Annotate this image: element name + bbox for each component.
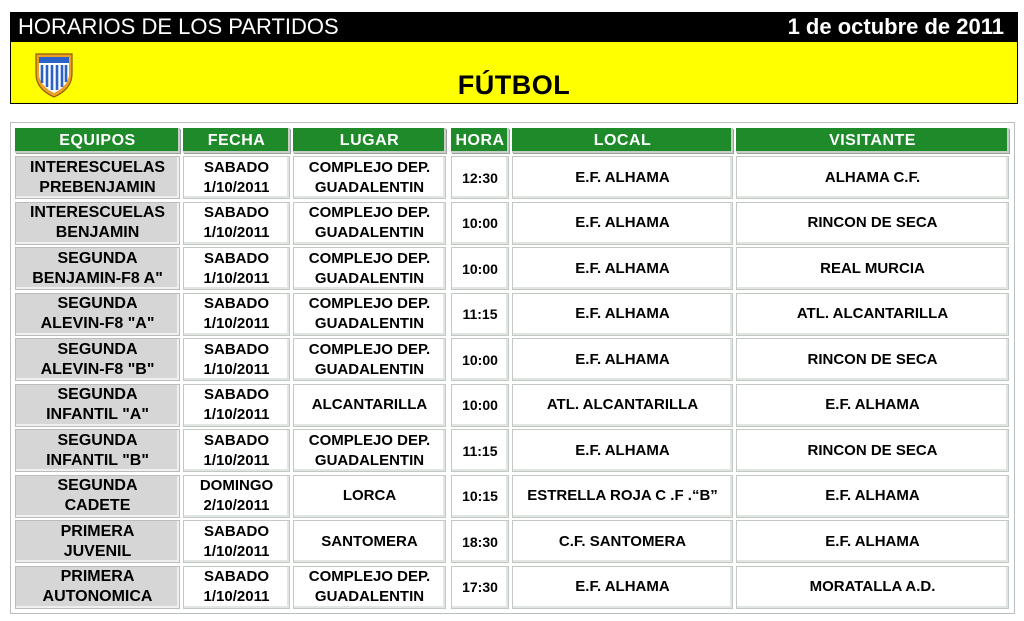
cell-time: 11:15: [451, 293, 509, 336]
cell-venue: [293, 293, 446, 336]
cell-team: [15, 247, 180, 290]
cell-line: GUADALENTIN: [314, 315, 425, 332]
cell-line: COMPLEJO DEP.: [308, 431, 431, 449]
cell-away-team: ATL. ALCANTARILLA: [736, 293, 1009, 336]
cell-line: 1/10/2011: [203, 224, 270, 241]
cell-line: COMPLEJO DEP.: [308, 249, 431, 267]
cell-line: SABADO: [203, 158, 269, 176]
cell-date: [183, 429, 290, 472]
cell-time: 12:30: [451, 156, 509, 199]
cell-line: SEGUNDA: [57, 249, 138, 267]
cell-line: BENJAMIN-F8 A": [32, 269, 163, 287]
cell-line: 1/10/2011: [203, 360, 270, 378]
cell-line: SABADO: [203, 295, 269, 312]
cell-home-team: E.F. ALHAMA: [512, 247, 733, 290]
cell-time: 17:30: [451, 566, 509, 609]
cell-line: COMPLEJO DEP.: [308, 204, 431, 221]
cell-date: [183, 338, 290, 381]
cell-line: BENJAMIN: [55, 224, 140, 241]
cell-line: 1/10/2011: [203, 178, 270, 196]
cell-date: [183, 247, 290, 290]
cell-line: 1/10/2011: [203, 406, 270, 423]
cell-date: [183, 156, 290, 199]
cell-venue: [293, 247, 446, 290]
cell-date: [183, 202, 290, 245]
cell-venue: [293, 566, 446, 609]
cell-line: 1/10/2011: [203, 269, 270, 287]
cell-venue: [293, 475, 446, 518]
cell-home-team: ATL. ALCANTARILLA: [512, 384, 733, 427]
cell-line: ALEVIN-F8 "B": [40, 360, 155, 378]
cell-away-team: MORATALLA A.D.: [736, 566, 1009, 609]
cell-line: GUADALENTIN: [314, 224, 425, 241]
page-title: HORARIOS DE LOS PARTIDOS: [18, 14, 339, 39]
cell-line: SEGUNDA: [57, 431, 138, 449]
cell-away-team: E.F. ALHAMA: [736, 475, 1009, 518]
cell-team: [15, 293, 180, 336]
page-date: 1 de octubre de 2011: [787, 14, 1004, 39]
cell-line: PRIMERA: [60, 568, 135, 585]
cell-time: 10:00: [451, 384, 509, 427]
cell-line: GUADALENTIN: [314, 451, 425, 469]
column-header-home-team: LOCAL: [512, 128, 733, 153]
cell-line: GUADALENTIN: [314, 588, 425, 605]
cell-line: SABADO: [203, 340, 269, 358]
cell-team: [15, 475, 180, 518]
cell-line: INTERESCUELAS: [29, 204, 166, 221]
column-header-venue: LUGAR: [293, 128, 446, 153]
cell-away-team: ALHAMA C.F.: [736, 156, 1009, 199]
cell-line: JUVENIL: [63, 542, 132, 560]
column-header-date: FECHA: [183, 128, 290, 153]
cell-date: [183, 293, 290, 336]
cell-home-team: E.F. ALHAMA: [512, 429, 733, 472]
cell-line: GUADALENTIN: [314, 178, 425, 196]
cell-time: 11:15: [451, 429, 509, 472]
cell-line: 1/10/2011: [203, 588, 270, 605]
cell-time: 18:30: [451, 520, 509, 563]
cell-team: [15, 520, 180, 563]
cell-line: 1/10/2011: [203, 315, 270, 332]
cell-home-team: C.F. SANTOMERA: [512, 520, 733, 563]
cell-home-team: E.F. ALHAMA: [512, 156, 733, 199]
cell-line: 2/10/2011: [203, 497, 270, 514]
title-bar: [10, 12, 1018, 42]
cell-away-team: RINCON DE SECA: [736, 202, 1009, 245]
cell-line: COMPLEJO DEP.: [308, 340, 431, 358]
cell-away-team: REAL MURCIA: [736, 247, 1009, 290]
cell-line: SABADO: [203, 431, 269, 449]
cell-line: SABADO: [203, 522, 269, 540]
cell-team: [15, 202, 180, 245]
cell-home-team: E.F. ALHAMA: [512, 566, 733, 609]
cell-line: SABADO: [203, 386, 269, 403]
cell-venue: [293, 384, 446, 427]
cell-time: 10:15: [451, 475, 509, 518]
cell-venue: [293, 156, 446, 199]
cell-line: SABADO: [203, 249, 269, 267]
cell-venue: [293, 429, 446, 472]
cell-date: [183, 475, 290, 518]
cell-line: SEGUNDA: [57, 340, 138, 358]
cell-team: [15, 566, 180, 609]
cell-away-team: E.F. ALHAMA: [736, 520, 1009, 563]
cell-line: ALCANTARILLA: [311, 396, 428, 413]
sport-title: FÚTBOL: [457, 70, 571, 100]
cell-venue: [293, 520, 446, 563]
cell-away-team: RINCON DE SECA: [736, 429, 1009, 472]
column-header-away-team: VISITANTE: [736, 128, 1009, 153]
cell-line: INTERESCUELAS: [29, 158, 166, 176]
cell-date: [183, 566, 290, 609]
cell-line: 1/10/2011: [203, 451, 270, 469]
cell-line: 1/10/2011: [203, 542, 270, 560]
cell-line: SABADO: [203, 568, 269, 585]
cell-line: CADETE: [64, 497, 131, 514]
cell-line: SABADO: [203, 204, 269, 221]
cell-time: 10:00: [451, 247, 509, 290]
cell-line: GUADALENTIN: [314, 269, 425, 287]
cell-line: SEGUNDA: [57, 295, 138, 312]
cell-home-team: E.F. ALHAMA: [512, 293, 733, 336]
cell-line: SANTOMERA: [321, 532, 418, 550]
cell-venue: [293, 338, 446, 381]
cell-venue: [293, 202, 446, 245]
cell-team: [15, 429, 180, 472]
cell-line: COMPLEJO DEP.: [308, 295, 431, 312]
cell-time: 10:00: [451, 202, 509, 245]
cell-home-team: E.F. ALHAMA: [512, 202, 733, 245]
cell-line: PRIMERA: [60, 522, 135, 540]
cell-line: LORCA: [342, 487, 397, 504]
cell-home-team: ESTRELLA ROJA C .F .“B”: [512, 475, 733, 518]
cell-date: [183, 384, 290, 427]
cell-date: [183, 520, 290, 563]
cell-line: COMPLEJO DEP.: [308, 158, 431, 176]
cell-line: PREBENJAMIN: [39, 178, 156, 196]
cell-line: SEGUNDA: [57, 477, 138, 494]
cell-line: ALEVIN-F8 "A": [40, 315, 155, 332]
column-header-team: EQUIPOS: [15, 128, 180, 153]
cell-team: [15, 338, 180, 381]
cell-team: [15, 384, 180, 427]
cell-line: AUTONOMICA: [42, 588, 153, 605]
cell-line: SEGUNDA: [57, 386, 138, 403]
cell-line: INFANTIL "A": [46, 406, 149, 423]
sport-banner: [10, 42, 1018, 104]
cell-away-team: E.F. ALHAMA: [736, 384, 1009, 427]
cell-home-team: E.F. ALHAMA: [512, 338, 733, 381]
cell-line: GUADALENTIN: [314, 360, 425, 378]
column-header-time: HORA: [451, 128, 509, 153]
cell-line: COMPLEJO DEP.: [308, 568, 431, 585]
cell-team: [15, 156, 180, 199]
cell-time: 10:00: [451, 338, 509, 381]
cell-line: DOMINGO: [199, 477, 274, 494]
cell-line: INFANTIL "B": [46, 451, 149, 469]
cell-away-team: RINCON DE SECA: [736, 338, 1009, 381]
